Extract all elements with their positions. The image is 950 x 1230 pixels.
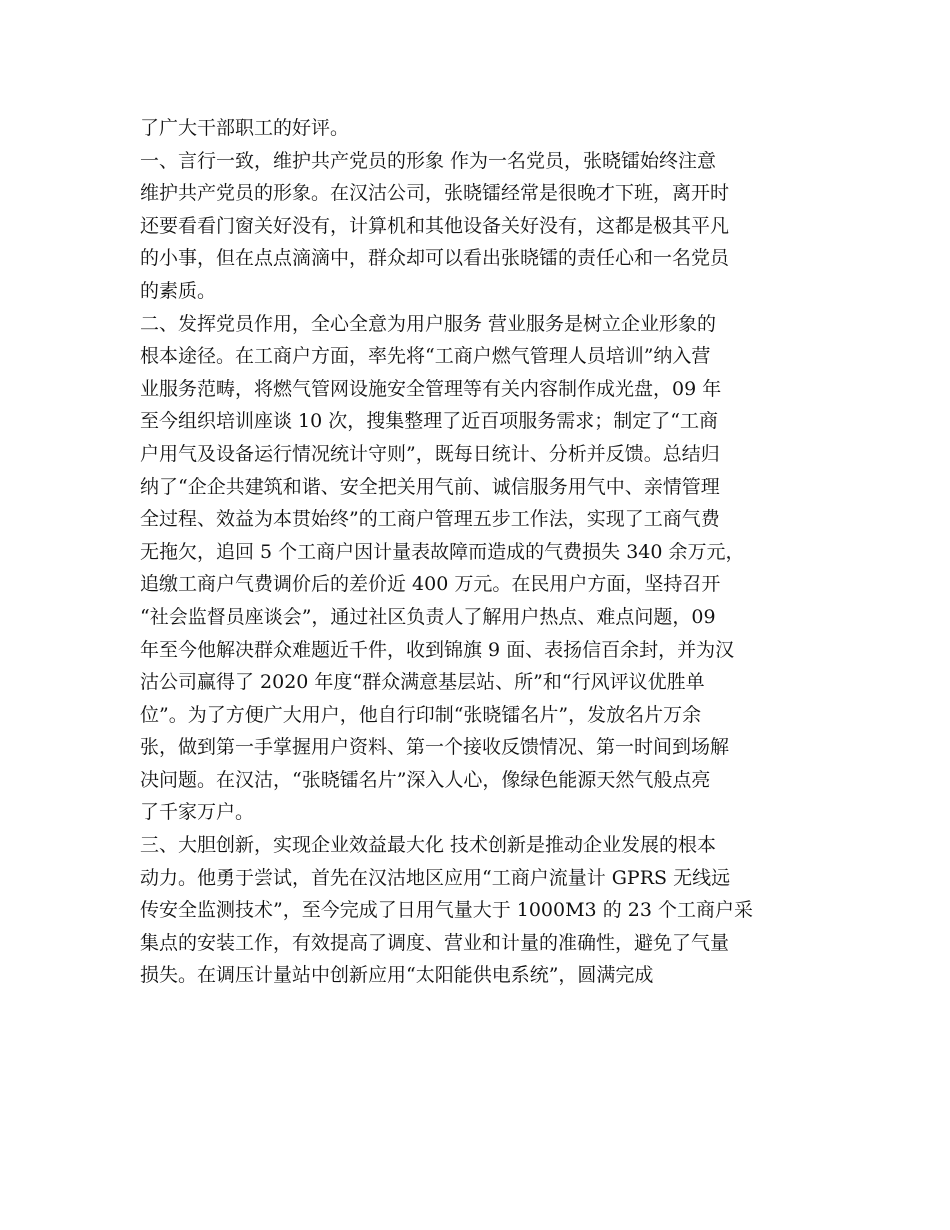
text-line: 损失。在调压计量站中创新应用“太阳能供电系统”，圆满完成 bbox=[140, 964, 654, 987]
text-line: 决问题。在汉沽，“张晓镭名片”深入人心，像绿色能源天然气般点亮 bbox=[140, 768, 711, 791]
text-line: 年至今他解决群众难题近千件，收到锦旗 9 面、表扬信百余封，并为汉 bbox=[140, 638, 735, 661]
text-line: 二、发挥党员作用，全心全意为用户服务 营业服务是树立企业形象的 bbox=[140, 312, 717, 335]
text-line: 动力。他勇于尝试，首先在汉沽地区应用“工商户流量计 GPRS 无线远 bbox=[140, 866, 731, 889]
text-line: 户用气及设备运行情况统计守则”，既每日统计、分析并反馈。总结归 bbox=[140, 442, 720, 465]
text-line: 张，做到第一手掌握用户资料、第一个接收反馈情况、第一时间到场解 bbox=[140, 736, 730, 759]
text-line: 一、言行一致，维护共产党员的形象 作为一名党员，张晓镭始终注意 bbox=[140, 149, 717, 172]
body-text bbox=[140, 112, 820, 992]
text-line: 无拖欠，追回 5 个工商户因计量表故障而造成的气费损失 340 余万元， bbox=[140, 540, 745, 563]
text-line: 的小事，但在点点滴滴中，群众却可以看出张晓镭的责任心和一名党员 bbox=[140, 247, 730, 270]
text-line: 传安全监测技术”，至今完成了日用气量大于 1000M3 的 23 个工商户采 bbox=[140, 899, 753, 922]
text-line: 沽公司赢得了 2020 年度“群众满意基层站、所”和“行风评议优胜单 bbox=[140, 671, 705, 694]
text-line: 位”。为了方便广大用户，他自行印制“张晓镭名片”，发放名片万余 bbox=[140, 703, 702, 726]
text-line: 业服务范畴，将燃气管网设施安全管理等有关内容制作成光盘，09 年 bbox=[140, 377, 722, 400]
text-line: 根本途径。在工商户方面，率先将“工商户燃气管理人员培训”纳入营 bbox=[140, 345, 711, 368]
text-line: 至今组织培训座谈 10 次，搜集整理了近百项服务需求；制定了“工商 bbox=[140, 410, 718, 433]
text-line: 纳了“企企共建筑和谐、安全把关用气前、诚信服务用气中、亲情管理 bbox=[140, 475, 720, 498]
text-line: 三、大胆创新，实现企业效益最大化 技术创新是推动企业发展的根本 bbox=[140, 834, 717, 857]
text-line: 了广大干部职工的好评。 bbox=[140, 117, 350, 139]
text-line: 全过程、效益为本贯始终”的工商户管理五步工作法，实现了工商气费 bbox=[140, 508, 720, 531]
text-line: 的素质。 bbox=[140, 279, 217, 302]
text-line: 追缴工商户气费调价后的差价近 400 万元。在民用户方面，坚持召开 bbox=[140, 573, 721, 596]
text-line: 还要看看门窗关好没有，计算机和其他设备关好没有，这都是极其平凡 bbox=[140, 214, 730, 237]
text-line: 维护共产党员的形象。在汉沽公司，张晓镭经常是很晚才下班，离开时 bbox=[140, 182, 730, 205]
text-line: 集点的安装工作，有效提高了调度、营业和计量的准确性，避免了气量 bbox=[140, 931, 730, 954]
text-line: 了千家万户。 bbox=[140, 801, 255, 824]
text-line: “社会监督员座谈会”，通过社区负责人了解用户热点、难点问题，09 bbox=[140, 605, 716, 628]
